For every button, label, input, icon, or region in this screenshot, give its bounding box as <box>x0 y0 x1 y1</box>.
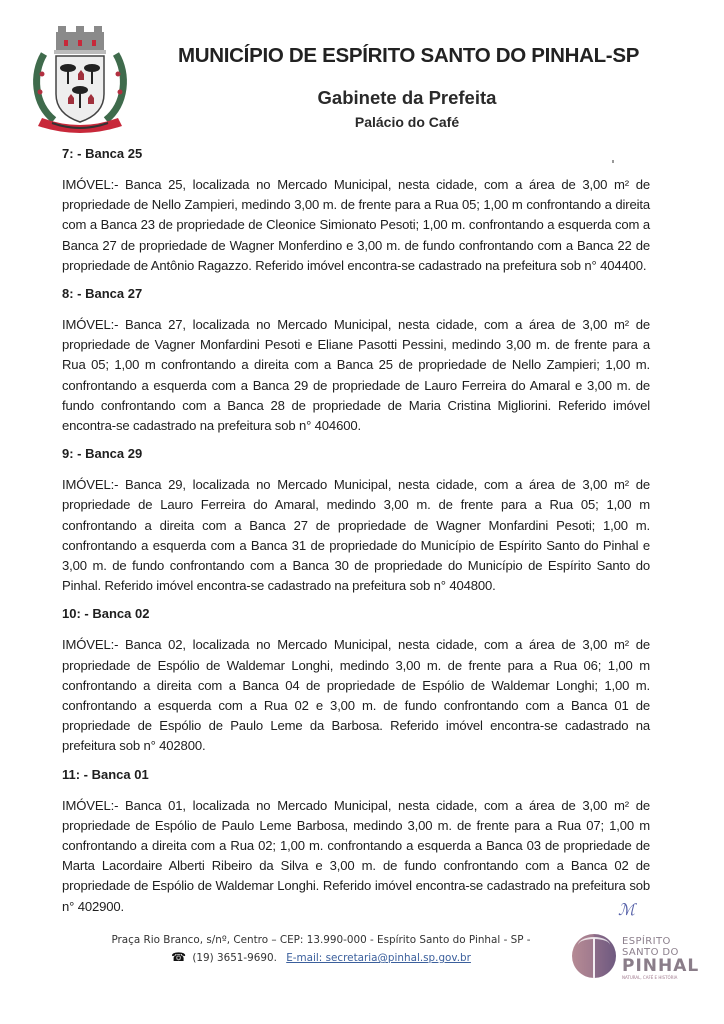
item-description: IMÓVEL:- Banca 29, localizada no Mercado Municipal, nesta cidade, com a área de 3,00 m² de propriedade de Lauro Ferreira do Amaral, medindo 3,00 m. de frente para a Rua 05; 1,00 m confrontando a direita com a Banca 27 de propriedade de Wagner Monfardini Pesoti; 1,00 m. confrontando a esquerda com a Banca 31 de propriedade do Município de Espírito Santo do Pinhal e 3,00 m. de fundo confrontando com a Banca 30 de propriedade do Município de Espírito Santo do Pinhal. Referido imóvel encontra-se cadastrado na prefeitura sob n° 404800. <box>62 477 650 594</box>
footer-address: Praça Rio Branco, s/nº, Centro – CEP: 13.990-000 - Espírito Santo do Pinhal - SP - <box>111 934 531 946</box>
property-item <box>62 606 650 756</box>
item-title: 9: - Banca 29 <box>62 446 143 462</box>
item-description: IMÓVEL:- Banca 01, localizada no Mercado Municipal, nesta cidade, com a área de 3,00 m² de propriedade de Espólio de Paulo Leme Barbosa, medindo 3,00 m. de frente para a Rua 07; 1,00 m confrontando a direita com a Rua 02; 1,00 m. confrontando a esquerda a Banca 03 de propriedade de Marta Lacordaire Alberti Ribeiro da Silva e 3,00 m. de fundo confrontando com a Banca 02 de propriedade de Espólio de Waldemar Longhi. Referido imóvel encontra-se cadastrado na prefeitura sob n° 402900. <box>62 797 650 914</box>
municipality-title: MUNICÍPIO DE ESPÍRITO SANTO DO PINHAL-SP <box>178 44 640 67</box>
brand-tagline: NATURAL, CAFÉ E HISTÓRIA <box>622 975 678 980</box>
brand-emblem-icon <box>572 934 616 978</box>
footer-phone: (19) 3651-9690. <box>192 952 277 964</box>
item-title: 7: - Banca 25 <box>62 146 143 161</box>
document-body <box>62 146 650 927</box>
brand-wordmark <box>622 936 699 981</box>
item-title: 8: - Banca 27 <box>62 286 143 302</box>
brand-line-2: SANTO DO <box>622 947 679 958</box>
property-item <box>62 767 650 917</box>
property-item <box>62 146 650 276</box>
property-item <box>62 446 650 596</box>
city-brand-logo <box>572 932 722 982</box>
footer <box>96 932 546 967</box>
palace-subtitle: Palácio do Café <box>354 114 460 130</box>
item-title: 11: - Banca 01 <box>62 766 149 782</box>
item-description: IMÓVEL:- Banca 25, localizada no Mercado Municipal, nesta cidade, com a área de 3,00 m² de propriedade de Nello Zampieri, medindo 3,00 m. de frente para a Rua 05; 1,00 m confrontando a direita com a Banca 23 de propriedade de Cleonice Simionato Pesoti; 1,00 m. confrontando a esquerda com a Banca 27 de propriedade de Wagner Monferdino e 3,00 m. de fundo confrontando com a Banca 22 de propriedade de Antônio Ragazzo. Referido imóvel encontra-se cadastrado na prefeitura sob n° 404400. <box>62 177 650 273</box>
initials-signature: ℳ <box>618 900 636 919</box>
telephone-icon: ☎ <box>171 950 187 964</box>
item-description: IMÓVEL:- Banca 27, localizada no Mercado Municipal, nesta cidade, com a área de 3,00 m² de propriedade de Vagner Monfardini Pesoti e Eliane Pasotti Pessini, medindo 3,00 m. de frente para a Rua 05; 1,00 m confrontando a direita com a Banca 25 de propriedade de Nello Zampieri; 1,00 m. confrontando a esquerda com a Banca 29 de propriedade de Lauro Ferreira do Amaral e 3,00 m. de fundo confrontando com a Banca 28 de propriedade de Maria Cristina Migliorini. Referido imóvel encontra-se cadastrado na prefeitura sob n° 404600. <box>62 317 650 434</box>
brand-line-3: PINHAL <box>622 956 700 976</box>
item-title: 10: - Banca 02 <box>62 606 150 622</box>
footer-contact <box>96 949 546 967</box>
property-item <box>62 286 650 436</box>
footer-email-link[interactable]: E-mail: secretaria@pinhal.sp.gov.br <box>286 952 471 964</box>
item-description: IMÓVEL:- Banca 02, localizada no Mercado Municipal, nesta cidade, com a área de 3,00 m² de propriedade de Espólio de Waldemar Longhi, medindo 3,00 m. de frente para a Rua 06; 1,00 m confrontando a direita com a Banca 04 de propriedade de Espólio de Waldemar Longhi; 1,00 m. confrontando a esquerda com a Rua 02 e 3,00 m. de fundo confrontando com a Banca 01 de propriedade de Espólio de Paulo Leme da Barbosa. Referido imóvel encontra-se cadastrado na prefeitura sob n° 402800. <box>62 637 650 754</box>
brand-line-1: ESPÍRITO <box>622 936 671 947</box>
office-title: Gabinete da Prefeita <box>317 87 497 108</box>
